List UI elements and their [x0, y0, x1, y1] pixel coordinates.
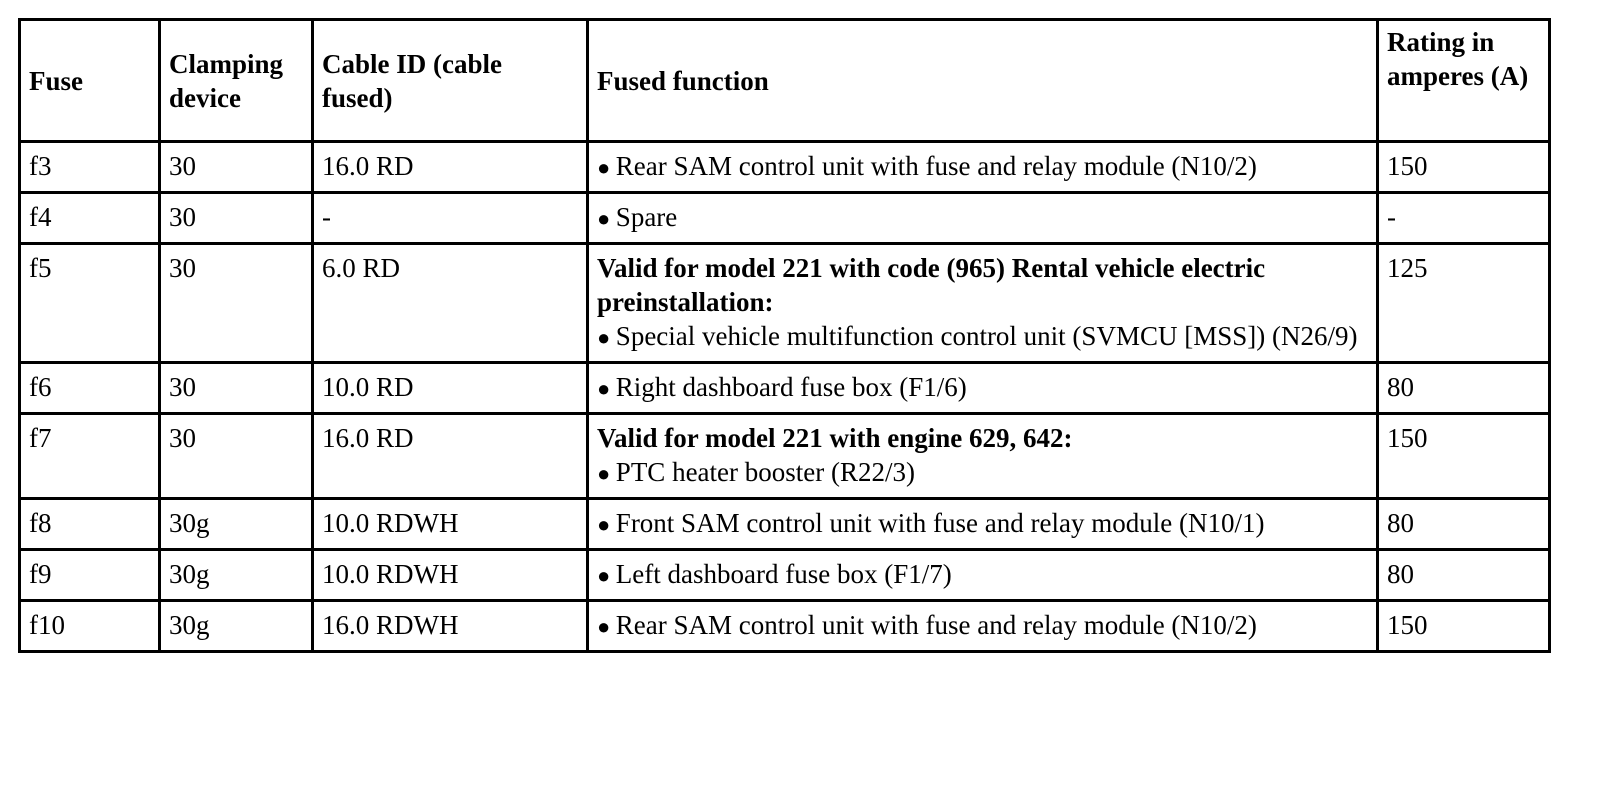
header-clamping-device: Clamping device [160, 20, 313, 142]
cable-cell: 16.0 RD [313, 414, 588, 499]
fuse-cell: f5 [20, 244, 160, 363]
function-text: ● Front SAM control unit with fuse and relay module (N10/1) [597, 506, 1368, 542]
fuse-cell: f7 [20, 414, 160, 499]
function-text: ● Rear SAM control unit with fuse and relay module (N10/2) [597, 608, 1368, 644]
header-rating: Rating in amperes (A) [1378, 20, 1550, 142]
function-text: ● Left dashboard fuse box (F1/7) [597, 557, 1368, 593]
rating-cell: 125 [1378, 244, 1550, 363]
function-cell [588, 244, 1378, 363]
fuse-cell: f6 [20, 363, 160, 414]
validity-condition: Valid for model 221 with code (965) Rental vehicle electric preinstallation: [597, 253, 1266, 317]
table-row [20, 193, 1550, 244]
cable-cell: 16.0 RDWH [313, 601, 588, 652]
function-text: ● Special vehicle multifunction control unit (SVMCU [MSS]) (N26/9) [597, 319, 1368, 355]
rating-cell: 80 [1378, 363, 1550, 414]
clamping-cell: 30g [160, 601, 313, 652]
table-row [20, 142, 1550, 193]
table-row [20, 601, 1550, 652]
fuse-table [18, 18, 1551, 653]
cable-cell: - [313, 193, 588, 244]
table-row [20, 414, 1550, 499]
header-fuse: Fuse [20, 20, 160, 142]
fuse-cell: f8 [20, 499, 160, 550]
cable-cell: 10.0 RDWH [313, 550, 588, 601]
rating-cell: 80 [1378, 550, 1550, 601]
function-cell [588, 601, 1378, 652]
function-cell [588, 550, 1378, 601]
table-row [20, 244, 1550, 363]
function-text: ● Spare [597, 200, 1368, 236]
clamping-cell: 30 [160, 142, 313, 193]
function-cell [588, 193, 1378, 244]
rating-cell: 150 [1378, 142, 1550, 193]
clamping-cell: 30 [160, 193, 313, 244]
rating-cell: 150 [1378, 414, 1550, 499]
fuse-cell: f3 [20, 142, 160, 193]
header-cable-id: Cable ID (cable fused) [313, 20, 588, 142]
cable-cell: 6.0 RD [313, 244, 588, 363]
function-cell [588, 414, 1378, 499]
cable-cell: 16.0 RD [313, 142, 588, 193]
fuse-cell: f9 [20, 550, 160, 601]
cable-cell: 10.0 RD [313, 363, 588, 414]
clamping-cell: 30 [160, 414, 313, 499]
cable-cell: 10.0 RDWH [313, 499, 588, 550]
clamping-cell: 30 [160, 363, 313, 414]
function-cell [588, 142, 1378, 193]
clamping-cell: 30 [160, 244, 313, 363]
fuse-cell: f4 [20, 193, 160, 244]
function-text: ● PTC heater booster (R22/3) [597, 455, 1368, 491]
table-row [20, 363, 1550, 414]
table-row [20, 499, 1550, 550]
validity-condition: Valid for model 221 with engine 629, 642: [597, 423, 1073, 453]
header-fused-function: Fused function [588, 20, 1378, 142]
fuse-cell: f10 [20, 601, 160, 652]
clamping-cell: 30g [160, 499, 313, 550]
rating-cell: - [1378, 193, 1550, 244]
clamping-cell: 30g [160, 550, 313, 601]
function-cell [588, 363, 1378, 414]
rating-cell: 80 [1378, 499, 1550, 550]
function-text: ● Right dashboard fuse box (F1/6) [597, 370, 1368, 406]
table-row [20, 550, 1550, 601]
header-row [20, 20, 1550, 142]
function-cell [588, 499, 1378, 550]
function-text: ● Rear SAM control unit with fuse and relay module (N10/2) [597, 149, 1368, 185]
rating-cell: 150 [1378, 601, 1550, 652]
